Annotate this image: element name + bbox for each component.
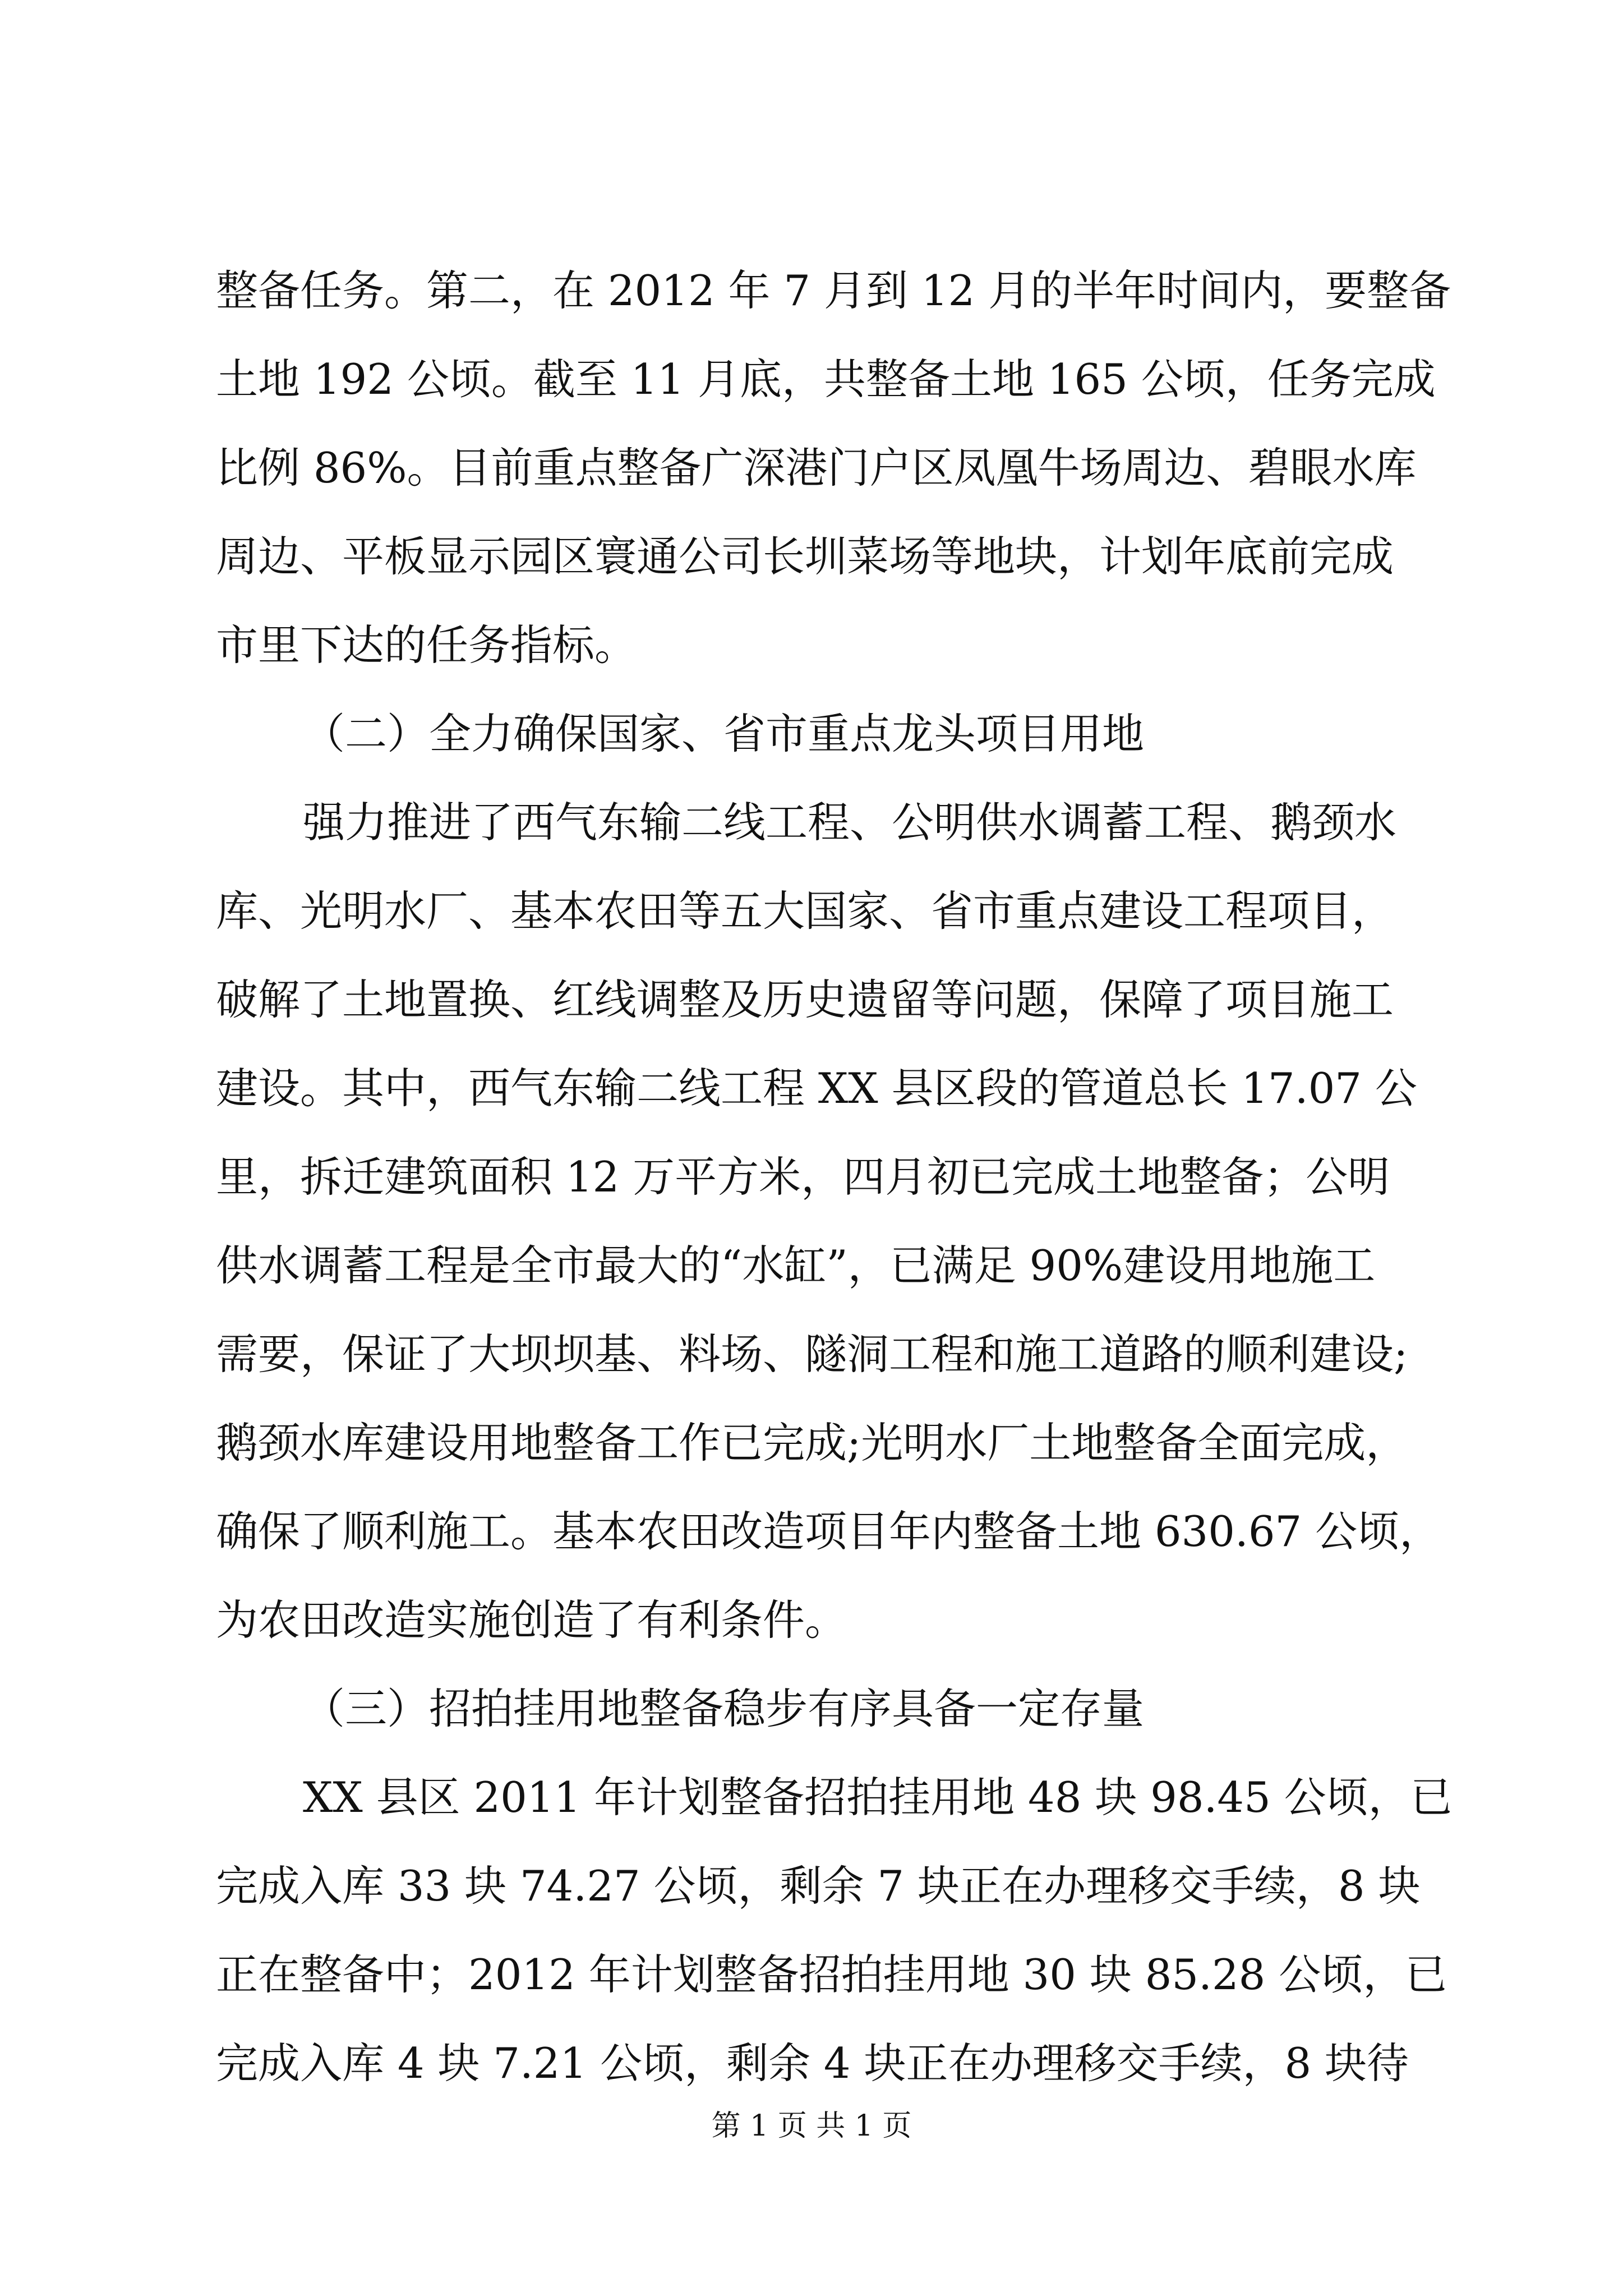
body-line: 建设。其中，西气东输二线工程 XX 县区段的管道总长 17.07 公 xyxy=(216,1064,1417,1113)
body-line: 市里下达的任务指标。 xyxy=(216,620,637,670)
body-line: 里，拆迁建筑面积 12 万平方米，四月初已完成土地整备；公明 xyxy=(216,1152,1390,1202)
body-line: 确保了顺利施工。基本农田改造项目年内整备土地 630.67 公顷， xyxy=(216,1507,1442,1556)
body-line: 鹅颈水库建设用地整备工作已完成;光明水厂土地整备全面完成， xyxy=(216,1418,1408,1467)
body-line: XX 县区 2011 年计划整备招拍挂用地 48 块 98.45 公顷，已 xyxy=(303,1773,1453,1822)
section-heading: （二）全力确保国家、省市重点龙头项目用地 xyxy=(303,709,1145,758)
page-footer: 第 1 页 共 1 页 xyxy=(711,2109,912,2143)
body-line: 土地 192 公顷。截至 11 月底，共整备土地 165 公顷，任务完成 xyxy=(216,355,1436,404)
body-line: 整备任务。第二，在 2012 年 7 月到 12 月的半年时间内，要整备 xyxy=(216,266,1451,315)
section-heading: （三）招拍挂用地整备稳步有序具备一定存量 xyxy=(303,1684,1145,1733)
body-line: 需要，保证了大坝坝基、料场、隧洞工程和施工道路的顺利建设; xyxy=(216,1329,1408,1379)
body-line: 完成入库 4 块 7.21 公顷，剩余 4 块正在办理移交手续，8 块待 xyxy=(216,2039,1409,2088)
body-line: 强力推进了西气东输二线工程、公明供水调蓄工程、鹅颈水 xyxy=(303,798,1397,847)
body-line: 完成入库 33 块 74.27 公顷，剩余 7 块正在办理移交手续，8 块 xyxy=(216,1861,1421,1911)
body-line: 库、光明水厂、基本农田等五大国家、省市重点建设工程项目， xyxy=(216,886,1394,936)
body-line: 供水调蓄工程是全市最大的“水缸”，已满足 90%建设用地施工 xyxy=(216,1241,1376,1290)
body-line: 为农田改造实施创造了有利条件。 xyxy=(216,1595,847,1645)
body-line: 周边、平板显示园区寰通公司长圳菜场等地块，计划年底前完成 xyxy=(216,532,1394,581)
body-line: 正在整备中；2012 年计划整备招拍挂用地 30 块 85.28 公顷，已 xyxy=(216,1950,1447,1999)
body-line: 比例 86%。目前重点整备广深港门户区凤凰牛场周边、碧眼水库 xyxy=(216,443,1417,493)
body-line: 破解了土地置换、红线调整及历史遗留等问题，保障了项目施工 xyxy=(216,975,1394,1024)
